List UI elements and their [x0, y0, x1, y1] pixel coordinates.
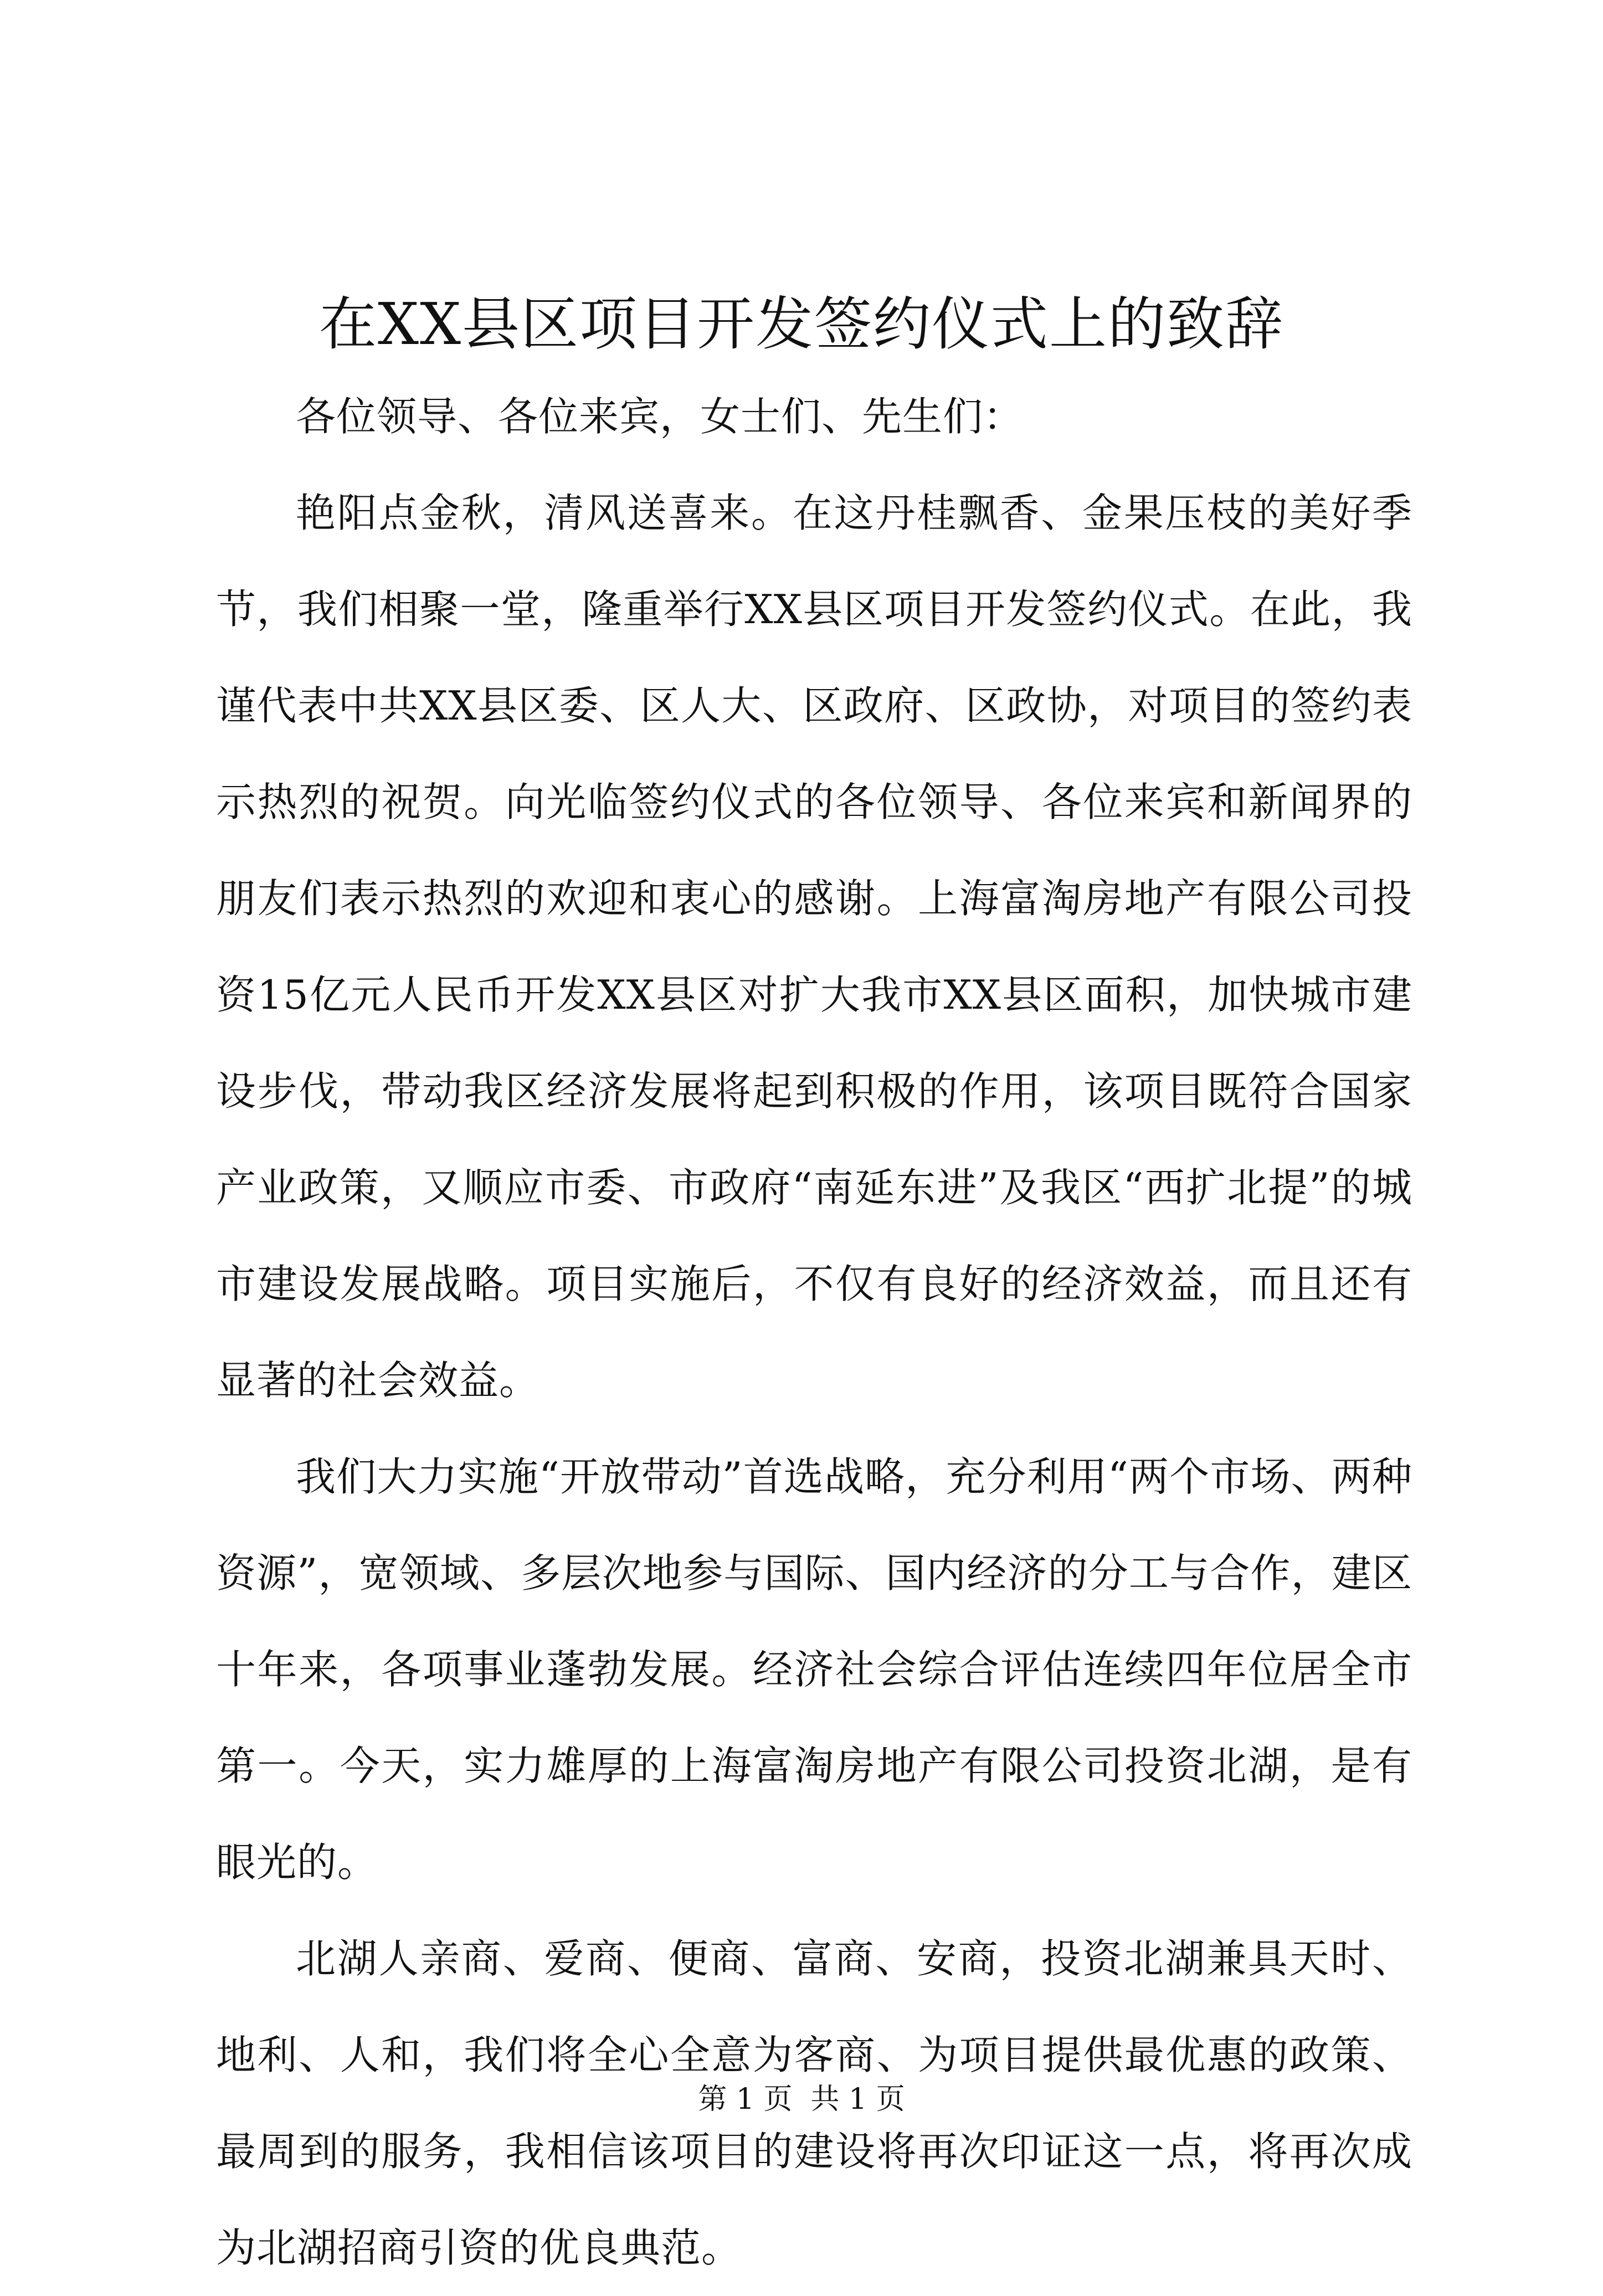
greeting-paragraph: 各位领导、各位来宾，女士们、先生们： [296, 393, 1024, 440]
document-body [216, 368, 1412, 2296]
body-paragraph-2: 我们大力实施“开放带动”首选战略，充分利用“两个市场、两种资源”，宽领域、多层次地参与国际、国内经济的分工与合作，建区十年来，各项事业蓬勃发展。经济社会综合评估连续四年位居全市第一。今天，实力雄厚的上海富淘房地产有限公司投资北湖，是有眼光的。 [216, 1453, 1412, 1886]
page-number-footer: 第 1 页 共 1 页 [698, 2083, 905, 2116]
body-paragraph-1: 艳阳点金秋，清风送喜来。在这丹桂飘香、金果压枝的美好季节，我们相聚一堂，隆重举行XX县区项目开发签约仪式。在此，我谨代表中共XX县区委、区人大、区政府、区政协，对项目的签约表示热烈的祝贺。向光临签约仪式的各位领导、各位来宾和新闻界的朋友们表示热烈的欢迎和衷心的感谢。上海富淘房地产有限公司投资15亿元人民币开发XX县区对扩大我市XX县区面积，加快城市建设步伐，带动我区经济发展将起到积极的作用，该项目既符合国家产业政策，又顺应市委、市政府“南延东进”及我区“西扩北提”的城市建设发展战略。项目实施后，不仅有良好的经济效益，而且还有显著的社会效益。 [216, 490, 1412, 1404]
body-paragraph-3: 北湖人亲商、爱商、便商、富商、安商，投资北湖兼具天时、地利、人和，我们将全心全意为客商、为项目提供最优惠的政策、最周到的服务，我相信该项目的建设将再次印证这一点，将再次成为北湖招商引资的优良典范。 [216, 1935, 1412, 2271]
document-title: 在XX县区项目开发签约仪式上的致辞 [318, 290, 1285, 358]
